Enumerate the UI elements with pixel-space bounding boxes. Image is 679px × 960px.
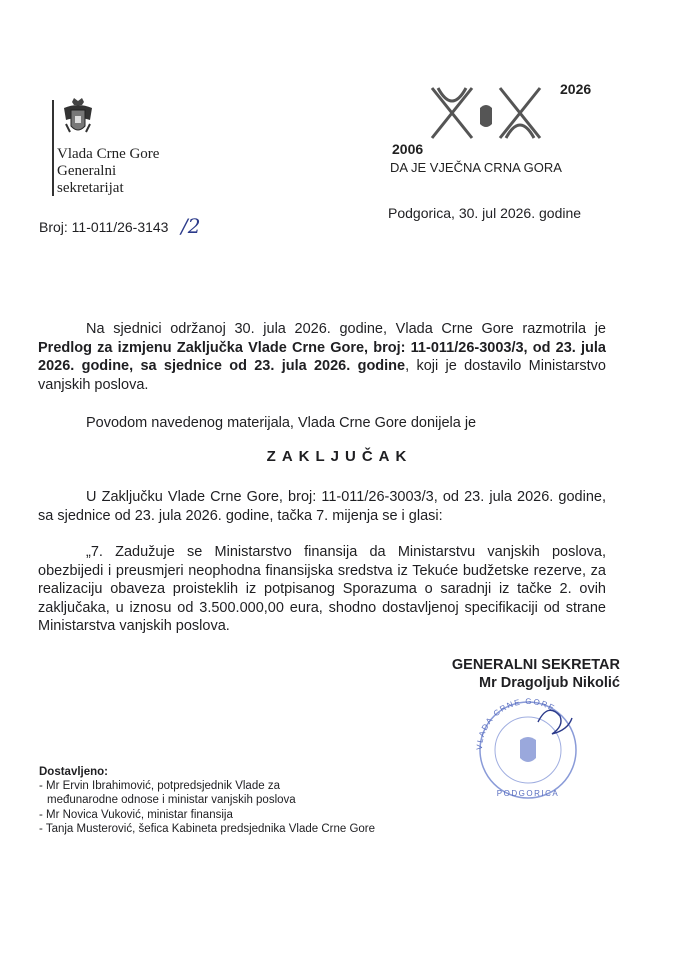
distribution-item: - Tanja Musterović, šefica Kabineta predsjednika Vlade Crne Gore	[39, 822, 376, 835]
coat-of-arms-icon	[60, 96, 96, 140]
intro-subject: Predlog za izmjenu Zaključka Vlade Crne Gore, broj: 11-011/26-3003/3, od 23. jula 2026. godine, sa sjednice od 23. jula 2026. godine	[38, 339, 606, 374]
header-divider	[52, 100, 54, 196]
jubilee-year-start: 2006	[392, 141, 424, 157]
intro-text: Na sjednici održanoj 30. jula 2026. godine, Vlada Crne Gore razmotrila je	[86, 321, 606, 337]
org-line-2: Generalni	[57, 163, 117, 179]
signatory-title: GENERALNI SEKRETAR	[451, 657, 620, 673]
reference-number: Broj: 11-011/26-3143	[39, 219, 169, 235]
signatory-name: Mr Dragoljub Nikolić	[479, 675, 620, 691]
xx-jubilee-logo	[388, 74, 618, 186]
intro-text-end: , koji je dostavilo Ministarstvo vanjskih poslova.	[38, 358, 606, 393]
distribution-item: - Mr Novica Vuković, ministar finansija	[39, 808, 233, 821]
distribution-heading: Dostavljeno:	[39, 766, 109, 778]
organization-name	[57, 146, 159, 197]
mini-emblem-icon	[480, 105, 492, 127]
intro-paragraph-2: Povodom navedenog materijala, Vlada Crne Gore donijela je	[86, 415, 477, 431]
decision-paragraph: U Zaključku Vlade Crne Gore, broj: 11-011/26-3003/3, od 23. jula 2026. godine, sa sjednice od 23. jula 2026. godine, tačka 7. mijenja se i glasi:	[38, 489, 606, 524]
decision-amendment: „7. Zadužuje se Ministarstvo finansija da Ministarstvu vanjskih poslova, obezbijedi i preusmjeri neophodna finansijska sredstva iz Tekuće budžetske rezerve, za realizaciju obaveza proisteklih iz potpisanog Sporazuma o saradnji iz tačke 2. ovih zaključaka, u iznosu od 3.500.000,00 eura, shodno dostavljenoj specifikaciji od strane Ministarstva vanjskih poslova.	[38, 544, 606, 634]
reference-handwritten-suffix: /2	[181, 214, 201, 238]
stamp-emblem-icon	[520, 737, 536, 762]
org-line-1: Vlada Crne Gore	[57, 146, 160, 162]
org-line-3: sekretarijat	[57, 180, 124, 196]
distribution-list	[39, 765, 375, 836]
signature-block	[422, 656, 620, 692]
distribution-item: međunarodne odnose i ministar vanjskih poslova	[47, 794, 296, 807]
document-title: ZAKLJUČAK	[266, 448, 413, 465]
intro-paragraph	[38, 320, 606, 394]
stamp-city: PODGORICA	[496, 789, 560, 798]
jubilee-slogan: DA JE VJEČNA CRNA GORA	[390, 160, 562, 175]
place-and-date: Podgorica, 30. jul 2026. godine	[388, 205, 582, 221]
stamp-text: VLADA CRNE GORE	[474, 696, 557, 751]
official-stamp	[468, 692, 588, 802]
distribution-item: - Mr Ervin Ibrahimović, potpredsjednik Vlade za	[39, 780, 280, 793]
jubilee-year-end: 2026	[560, 81, 592, 97]
